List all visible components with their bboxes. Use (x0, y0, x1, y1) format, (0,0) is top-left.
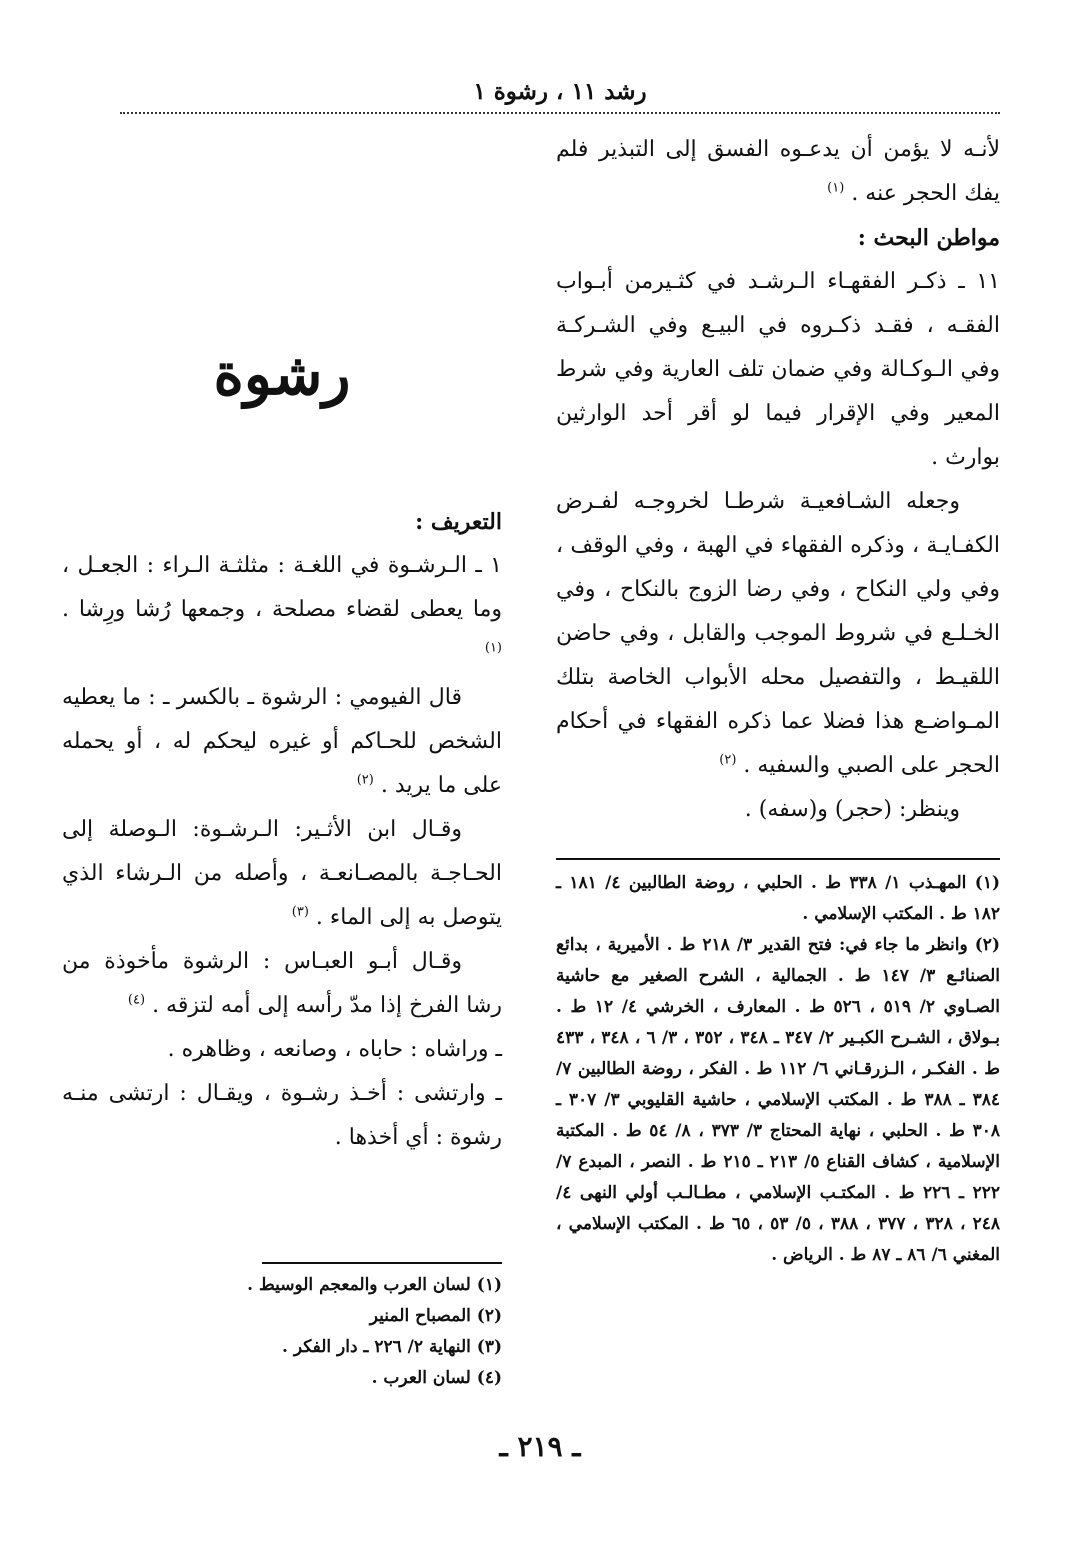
footnote-ref: (٤) (127, 992, 146, 1008)
footnote-ref: (٢) (356, 772, 374, 788)
footnote-separator-left (262, 1262, 502, 1264)
section-heading-definition: التعريف : (415, 509, 502, 535)
footnote-ref: (٣) (291, 904, 309, 920)
left-para-6: ـ وارتشى : أخـذ رشـوة ، ويقـال : ارتشى منـه رشوة : أي أخذها . (62, 1081, 502, 1150)
right-column (556, 128, 1000, 832)
right-para-3: وجعله الشـافعيـة شرطـا لخروجـه لفـرض الكفـايـة ، وذكره الفقهاء في الهبة ، وفي الوقف ، وفي ولي النكاح ، وفي رضا الزوج بالنكاح ، وفي الخـلـع في شروط الموجب والقابل ، وفي حاضن اللقيـط ، والتفصيل محله الأبواب الخاصة بتلك المـواضـع هذا فضلا عما ذكره الفقهاء في أحكام الحجر على الصبي والسفيه . $^{(٢)}$ (556, 489, 1000, 778)
right-para-4: وينظر: (حجر) و(سفه) . (744, 797, 960, 822)
page-number: ـ ٢١٩ ـ (499, 1430, 581, 1463)
footnote-separator-right (556, 858, 1000, 860)
left-footnotes (240, 1270, 502, 1394)
right-footnotes (556, 868, 1000, 1271)
footnote-ref: (٢) (719, 752, 737, 768)
right-para-2: ١١ ـ ذكـر الفقهـاء الـرشـد في كثـيرمن أبـواب الفقـه ، فقـد ذكـروه في البيـع وفي الشـركـة وفي الـوكـالة وفي ضمان تلف العارية وفي شرط المعير وفي الإقرار فيما لو أقر أحد الوارثين بوارث . (556, 269, 1000, 470)
entry-title: رشوة (213, 340, 351, 408)
footnote: (١) لسان العرب والمعجم الوسيط . (247, 1275, 502, 1295)
footnote-ref: (١) (827, 180, 845, 196)
footnote: (٢) المصباح المنير (369, 1306, 502, 1326)
left-column (62, 500, 502, 1160)
section-heading-research: مواطن البحث : (857, 225, 1000, 251)
left-para-3: وقـال ابن الأثـير: الـرشـوة: الـوصلة إلى الحـاجـة بالمصـانعـة ، وأصله من الـرشاء الذي يتوصل به إلى الماء . $^{(٣)}$ (62, 817, 502, 930)
footnote-ref: (١) (484, 640, 502, 656)
header-dotted-rule (120, 112, 1000, 114)
running-header: رشد ١١ ، رشوة ١ (473, 78, 647, 105)
left-para-1: ١ ـ الـرشـوة في اللغـة : مثلثـة الـراء : الجعـل ، وما يعطى لقضاء مصلحة ، وجمعها رُشا ورِشا . $^{(١)}$ (62, 553, 502, 656)
footnote: (١) المهـذب ١/ ٣٣٨ ط . الحلبي ، روضة الطالبين ٤/ ١٨١ ـ ١٨٢ ط . المكتب الإسلامي . (556, 873, 1000, 924)
footnote: (٤) لسان العرب . (371, 1368, 502, 1388)
right-para-1: لأنـه لا يؤمن أن يدعـوه الفسق إلى التبذير فلم يفك الحجر عنه . $^{(١)}$ (556, 137, 1000, 206)
footnote: (٢) وانظر ما جاء في: فتح القدير ٣/ ٢١٨ ط . الأميرية ، بدائع الصنائـع ٣/ ١٤٧ ط . الجمالية ، الشرح الصغير مع حاشية الصـاوي ٢/ ٥١٩ ، ٥٢٦ ط . المعارف ، الخرشي ٤/ ١٢ ط . بـولاق ، الشـرح الكبـير ٢/ ٣٤٧ ـ ٣٤٨ ، ٣٥٢ ، ٣/ ٦ ، ٣٤٨ ، ٤٣٣ ط . الفكـر ، الـزرقـاني ٦/ ١١٢ ط . الفكر ، روضة الطالبين ٧/ ٣٨٤ ـ ٣٨٨ ط . المكتب الإسلامي ، حاشية القليوبي ٣/ ٣٠٧ ـ ٣٠٨ ط . الحلبي ، نهاية المحتاج ٣/ ٣٧٣ ، ٨/ ٥٤ ط . المكتبة الإسلامية ، كشاف القناع ٥/ ٢١٣ ـ ٢١٥ ط . النصر ، المبدع ٧/ ٢٢٢ ـ ٢٢٦ ط . المكتـب الإسلامي ، مطـالـب أولي النهى ٤/ ٢٤٨ ، ٣٢٨ ، ٣٧٧ ، ٣٨٨ ، ٥/ ٥٣ ، ٦٥ ط . المكتب الإسلامي ، المغني ٦/ ٨٦ ـ ٨٧ ط . الرياض . (556, 935, 1001, 1265)
left-para-5: ـ وراشاه : حاباه ، وصانعه ، وظاهره . (167, 1037, 502, 1062)
left-para-2: قال الفيومي : الرشوة ـ بالكسر ـ : ما يعطيه الشخص للحـاكم أو غيره ليحكم له ، أو يحمله على ما يريد . $^{(٢)}$ (62, 685, 502, 798)
left-para-4: وقـال أبـو العبـاس : الرشوة مأخوذة من رشا الفرخ إذا مدّ رأسه إلى أمه لتزقه . $^{(٤)}$ (62, 949, 502, 1018)
footnote: (٣) النهاية ٢/ ٢٢٦ ـ دار الفكر . (281, 1337, 502, 1357)
